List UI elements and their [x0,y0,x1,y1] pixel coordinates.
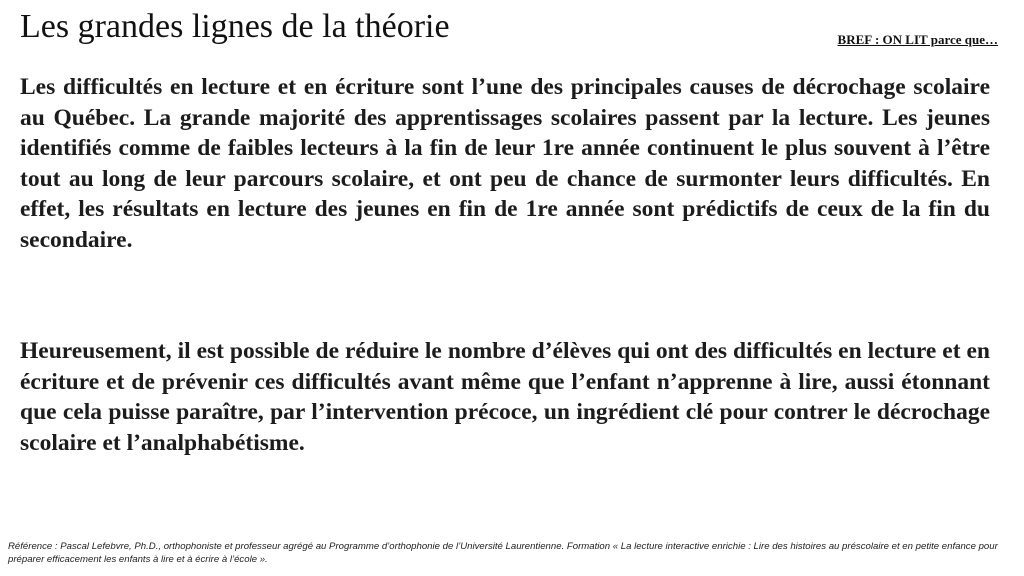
summary-link[interactable]: BREF : ON LIT parce que… [837,32,998,47]
paragraph-intervention: Heureusement, il est possible de réduire le nombre d’élèves qui ont des difficultés en lecture et en écriture et de prévenir ces difficultés avant même que l’enfant n’apprenne à lire, aussi étonnant que cela puisse paraître, par l’intervention précoce, un ingrédient clé pour contrer le décrochage scolaire et l’analphabétisme. [20,338,990,456]
reference-footnote: Référence : Pascal Lefebvre, Ph.D., orthophoniste et professeur agrégé au Programme d’orthophonie de l’Université Laurentienne. Formation « La lecture interactive enrichie : Lire des histoires au préscolaire et en petite enfance pour préparer efficacement les enfants à lire et à écrire à l’école ». [8,541,998,565]
paragraph-causes: Les difficultés en lecture et en écriture sont l’une des principales causes de décrochage scolaire au Québec. La grande majorité des apprentissages scolaires passent par la lecture. Les jeunes identifiés comme de faibles lecteurs à la fin de leur 1re année continuent le plus souvent à l’être tout au long de leur parcours scolaire, et ont peu de chance de surmonter leurs difficultés. En effet, les résultats en lecture des jeunes en fin de 1re année sont prédictifs de ceux de la fin du secondaire. [20,74,990,253]
page-title: Les grandes lignes de la théorie [20,8,450,45]
